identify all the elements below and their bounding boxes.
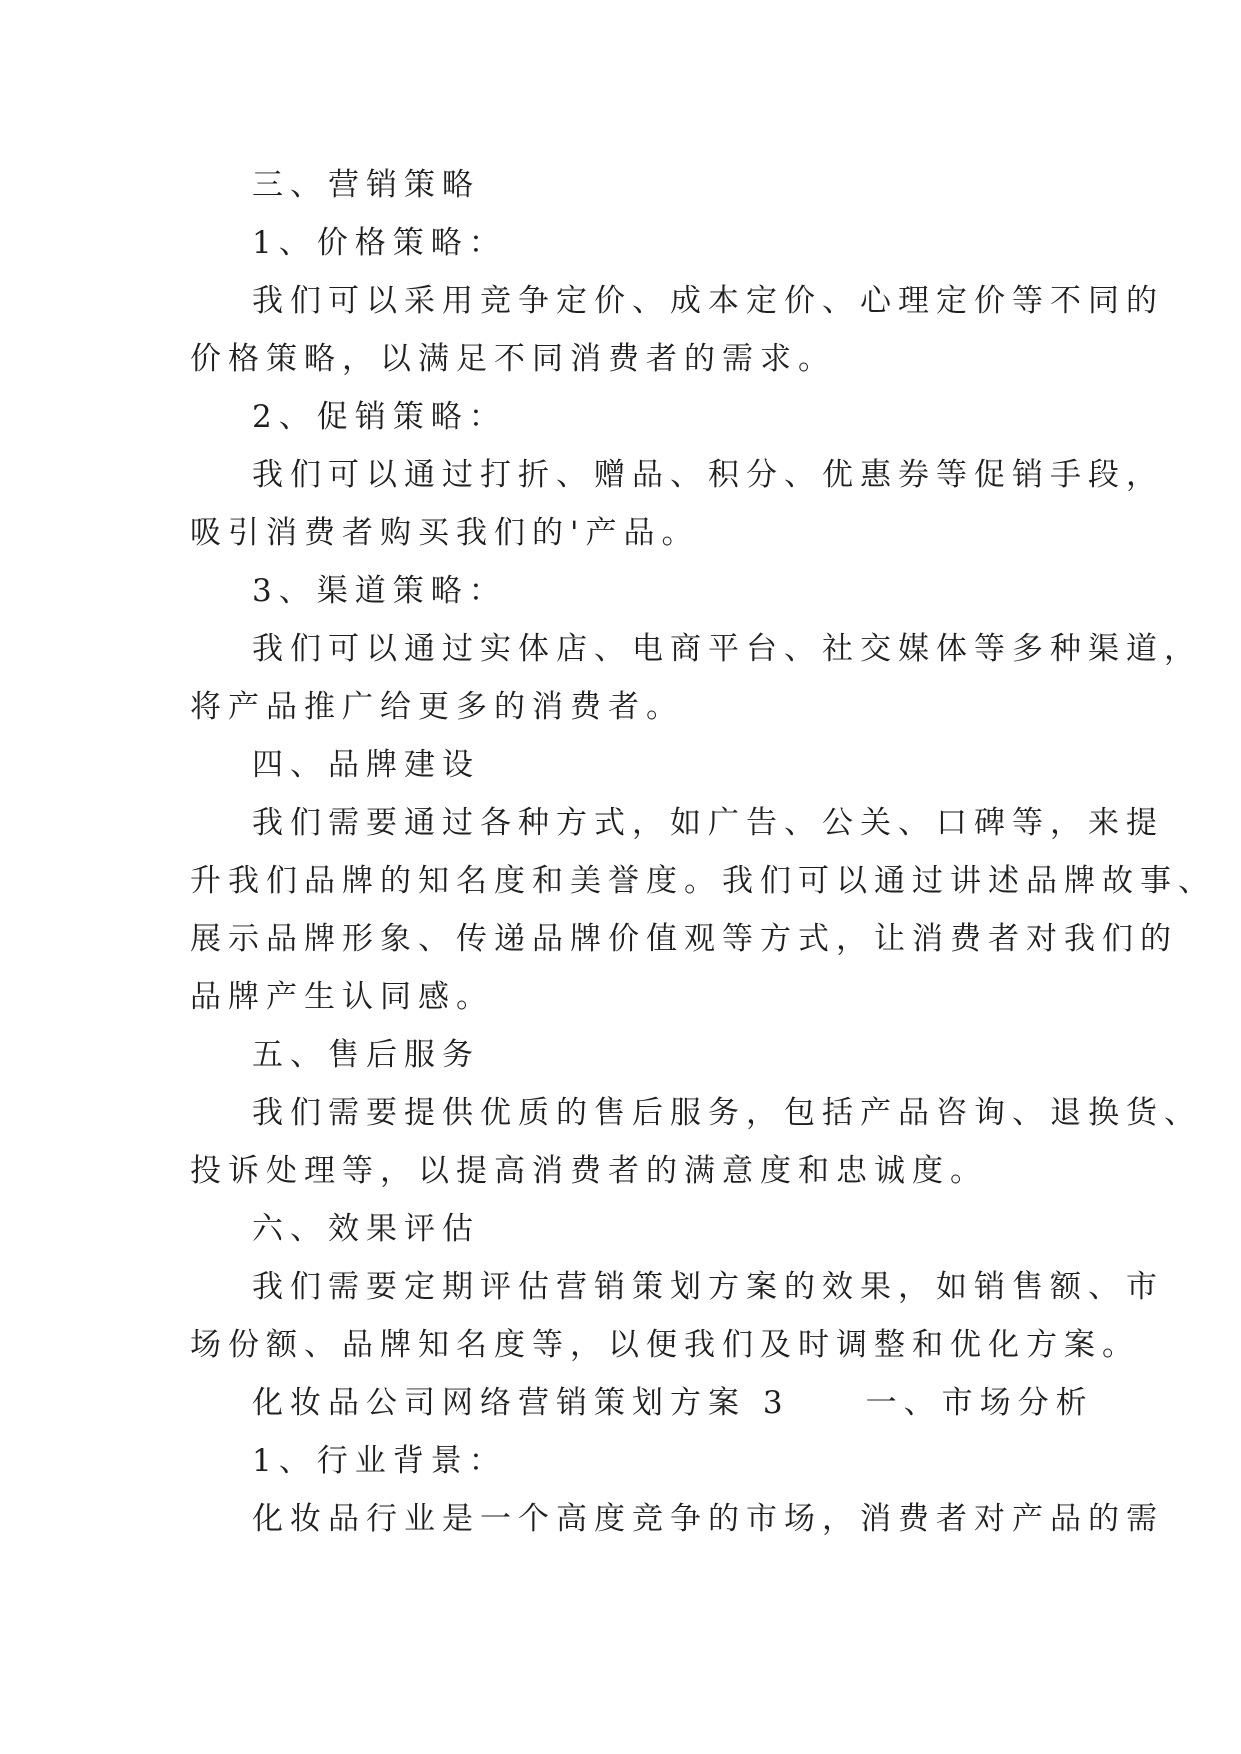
section-heading-brand-building: 四、品牌建设 [252, 747, 480, 783]
paragraph-line: 吸引消费者购买我们的'产品。 [190, 515, 700, 551]
paragraph-line: 我们可以采用竞争定价、成本定价、心理定价等不同的 [252, 283, 1164, 319]
paragraph-line: 品牌产生认同感。 [190, 979, 494, 1015]
document-title-line: 化妆品公司网络营销策划方案 3 一、市场分析 [252, 1385, 1094, 1421]
subheading-channel-strategy: 3、渠道策略： [252, 573, 507, 609]
subheading-price-strategy: 1、价格策略： [252, 225, 507, 261]
paragraph-line: 投诉处理等，以提高消费者的满意度和忠诚度。 [190, 1153, 988, 1189]
paragraph-line: 展示品牌形象、传递品牌价值观等方式，让消费者对我们的 [190, 921, 1178, 957]
paragraph-line: 我们可以通过实体店、电商平台、社交媒体等多种渠道， [252, 631, 1202, 667]
subheading-promotion-strategy: 2、促销策略： [252, 399, 507, 435]
paragraph-line: 升我们品牌的知名度和美誉度。我们可以通过讲述品牌故事、 [190, 863, 1216, 899]
paragraph-line: 场份额、品牌知名度等，以便我们及时调整和优化方案。 [190, 1327, 1140, 1363]
section-heading-marketing-strategy: 三、营销策略 [252, 167, 480, 203]
paragraph-line: 我们需要提供优质的售后服务，包括产品咨询、退换货、 [252, 1095, 1202, 1131]
paragraph-line: 我们需要通过各种方式，如广告、公关、口碑等，来提 [252, 805, 1164, 841]
section-heading-evaluation: 六、效果评估 [252, 1211, 480, 1247]
paragraph-line: 我们需要定期评估营销策划方案的效果，如销售额、市 [252, 1269, 1164, 1305]
paragraph-line: 化妆品行业是一个高度竞争的市场，消费者对产品的需 [252, 1501, 1164, 1537]
paragraph-line: 我们可以通过打折、赠品、积分、优惠券等促销手段， [252, 457, 1164, 493]
section-heading-after-sales: 五、售后服务 [252, 1037, 480, 1073]
subheading-industry-background: 1、行业背景： [252, 1443, 507, 1479]
paragraph-line: 将产品推广给更多的消费者。 [190, 689, 684, 725]
paragraph-line: 价格策略，以满足不同消费者的需求。 [190, 341, 836, 377]
document-body [190, 156, 1216, 1548]
